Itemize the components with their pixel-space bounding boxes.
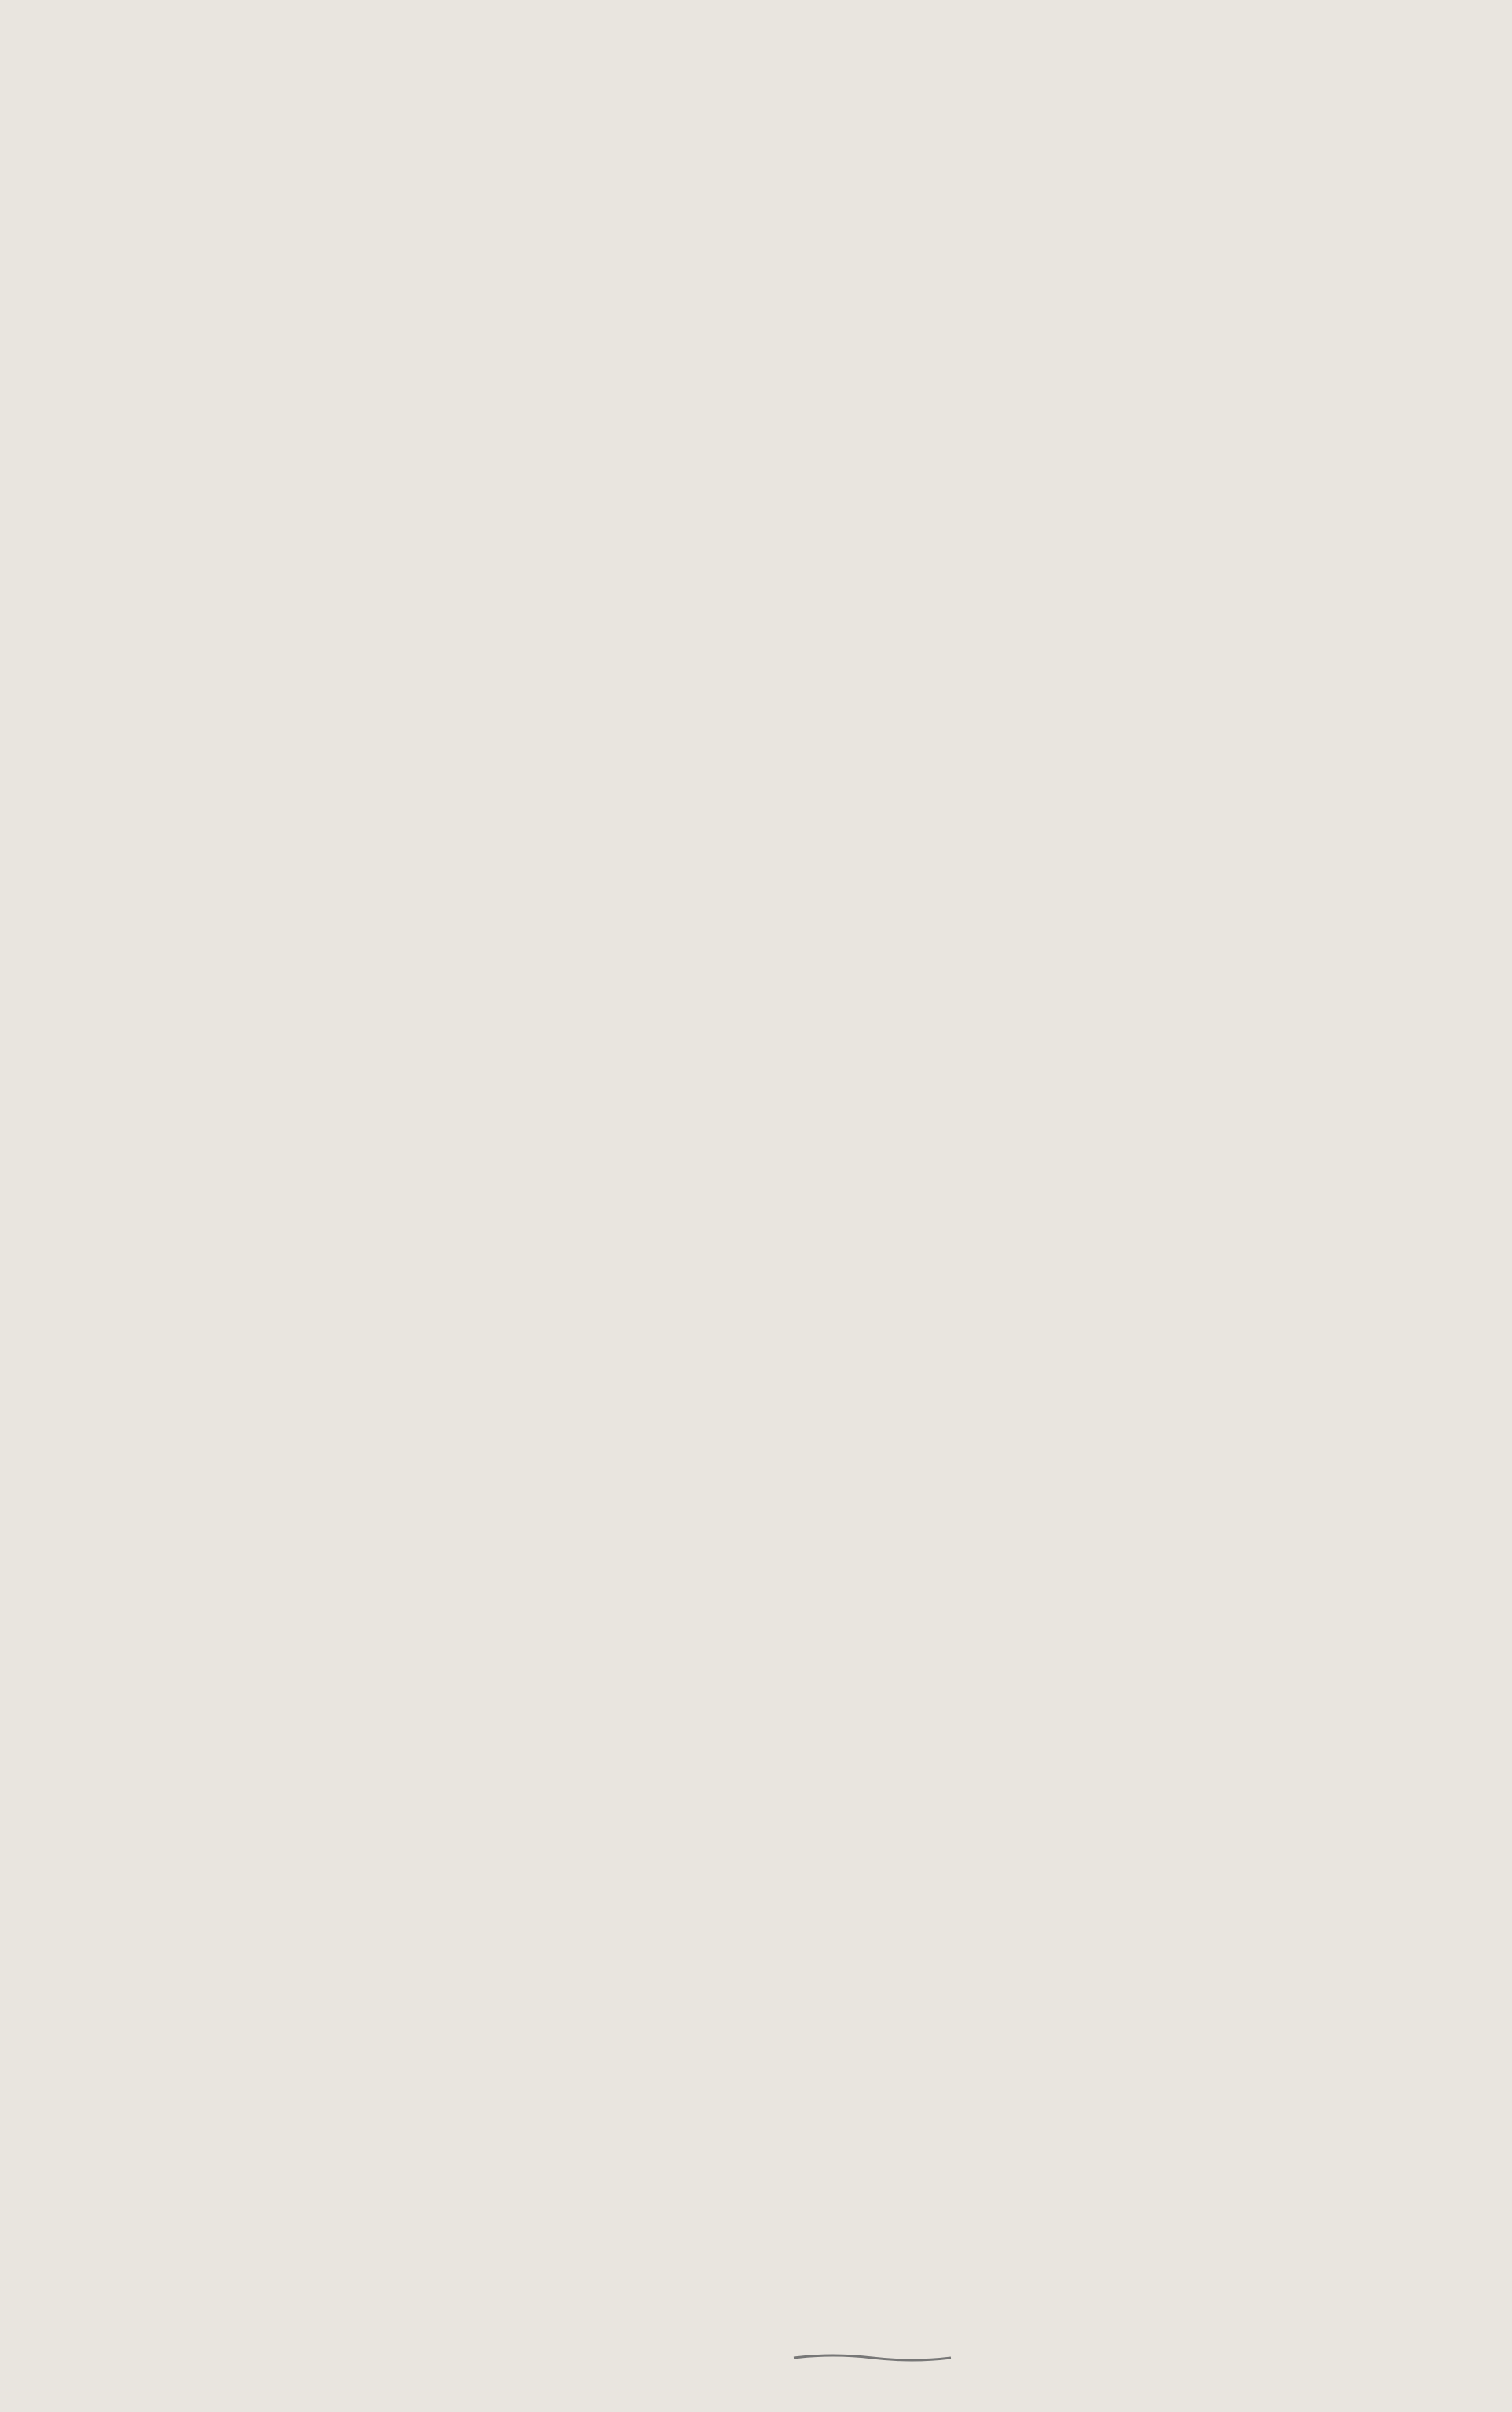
staff-system-1-bass <box>0 1045 1512 1155</box>
staff-system-1-treble <box>0 754 1512 865</box>
staff-system-2-bass <box>0 1493 1512 1603</box>
page-smudge <box>786 2350 959 2366</box>
staff-system-0-treble <box>0 212 1512 322</box>
staff-system-4-bass <box>0 2208 1512 2318</box>
staff-system-2-treble <box>0 1210 1512 1320</box>
staff-system-4-treble <box>0 2020 1512 2130</box>
staff-system-0-bass <box>0 472 1512 582</box>
staff-system-3-bass <box>0 1845 1512 1955</box>
staff-system-3-treble <box>0 1658 1512 1768</box>
